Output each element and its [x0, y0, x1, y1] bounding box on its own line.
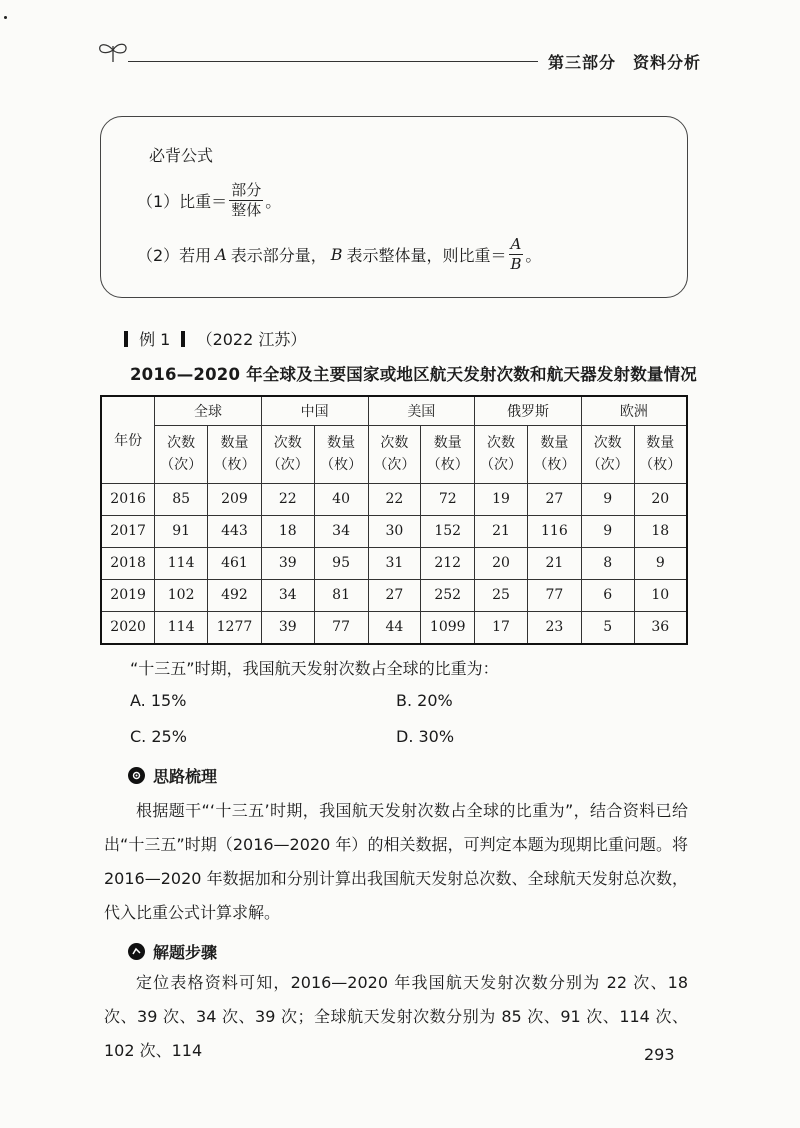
year-header: 年份	[101, 396, 155, 483]
group-header: 俄罗斯	[475, 396, 582, 425]
table-title: 2016—2020 年全球及主要国家或地区航天发射次数和航天器发射数量情况	[130, 365, 697, 384]
table-cell: 8	[581, 547, 634, 579]
table-cell: 21	[527, 547, 581, 579]
table-cell: 39	[261, 547, 314, 579]
data-table	[100, 395, 688, 645]
table-cell: 30	[368, 515, 421, 547]
table-cell: 9	[634, 547, 687, 579]
table-cell: 27	[527, 483, 581, 515]
formula-box	[100, 116, 688, 298]
table-cell: 95	[314, 547, 368, 579]
option-a[interactable]: A. 15%	[130, 691, 187, 710]
formula-2: （2）若用 A 表示部分量， B 表示整体量，则比重＝ $\frac{A}{B}$ 。	[137, 235, 542, 273]
sprout-icon	[96, 36, 130, 66]
table-cell: 34	[314, 515, 368, 547]
table-cell: 116	[527, 515, 581, 547]
analysis-paragraph: 根据题干“‘十三五’时期，我国航天发射次数占全球的比重为”，结合资料已给出“十三五”时期（2016—2020 年）的相关数据，可判定本题为现期比重问题。将 2016—2020 年数据加和分别计算出我国航天发射总次数、全球航天发射总次数，代入比重公式计算求解。	[104, 801, 688, 922]
table-body	[101, 483, 687, 644]
year-cell: 2016	[101, 483, 155, 515]
group-header: 全球	[155, 396, 262, 425]
group-header: 中国	[261, 396, 368, 425]
table-cell: 36	[634, 611, 687, 644]
year-cell: 2019	[101, 579, 155, 611]
table-cell: 114	[155, 547, 208, 579]
bar-left	[124, 331, 128, 347]
table-cell: 9	[581, 515, 634, 547]
table-cell: 209	[208, 483, 262, 515]
table-cell: 40	[314, 483, 368, 515]
table-cell: 6	[581, 579, 634, 611]
example-label: 例 1 （2022 江苏）	[124, 327, 306, 350]
steps-icon	[128, 943, 145, 960]
table-cell: 34	[261, 579, 314, 611]
year-cell: 2018	[101, 547, 155, 579]
table-row	[101, 579, 687, 611]
table-cell: 212	[421, 547, 475, 579]
table-row	[101, 515, 687, 547]
page-number: 293	[644, 1045, 675, 1064]
table-row	[101, 483, 687, 515]
quantity-subheader: 数量 （枚）	[208, 425, 262, 483]
count-subheader: 次数 （次）	[368, 425, 421, 483]
quantity-subheader: 数量 （枚）	[421, 425, 475, 483]
question-text: “十三五”时期，我国航天发射次数占全球的比重为：	[130, 659, 499, 678]
table-cell: 152	[421, 515, 475, 547]
bar-right	[181, 331, 185, 347]
table-cell: 22	[261, 483, 314, 515]
table-cell: 10	[634, 579, 687, 611]
table-cell: 20	[634, 483, 687, 515]
table-cell: 81	[314, 579, 368, 611]
table-cell: 39	[261, 611, 314, 644]
table-cell: 5	[581, 611, 634, 644]
table-cell: 44	[368, 611, 421, 644]
table-cell: 443	[208, 515, 262, 547]
gear-icon	[128, 767, 145, 784]
year-cell: 2020	[101, 611, 155, 644]
table-cell: 72	[421, 483, 475, 515]
table-cell: 17	[475, 611, 528, 644]
table-cell: 20	[475, 547, 528, 579]
table-cell: 21	[475, 515, 528, 547]
scan-dot	[4, 16, 7, 19]
table-cell: 1099	[421, 611, 475, 644]
count-subheader: 次数 （次）	[475, 425, 528, 483]
section-header: 第三部分 资料分析	[548, 53, 702, 72]
group-header: 美国	[368, 396, 475, 425]
option-c[interactable]: C. 25%	[130, 727, 187, 746]
option-b[interactable]: B. 20%	[396, 691, 453, 710]
count-subheader: 次数 （次）	[261, 425, 314, 483]
table-cell: 18	[634, 515, 687, 547]
analysis-heading: 思路梳理	[128, 764, 217, 787]
fraction-1: $\frac{\text{部分}}{\text{整体}}$	[231, 181, 262, 219]
table-cell: 27	[368, 579, 421, 611]
table-cell: 492	[208, 579, 262, 611]
formula-1: （1）比重＝ $\frac{\text{部分}}{\text{整体}}$ 。	[137, 181, 282, 219]
table-cell: 252	[421, 579, 475, 611]
fraction-2: $\frac{A}{B}$	[510, 235, 522, 273]
table-cell: 91	[155, 515, 208, 547]
table-cell: 461	[208, 547, 262, 579]
count-subheader: 次数 （次）	[581, 425, 634, 483]
option-d[interactable]: D. 30%	[396, 727, 455, 746]
table-cell: 77	[314, 611, 368, 644]
table-cell: 22	[368, 483, 421, 515]
table-cell: 9	[581, 483, 634, 515]
table-row	[101, 611, 687, 644]
table-cell: 85	[155, 483, 208, 515]
table-row	[101, 547, 687, 579]
quantity-subheader: 数量 （枚）	[634, 425, 687, 483]
table-cell: 25	[475, 579, 528, 611]
table-cell: 18	[261, 515, 314, 547]
table-cell: 1277	[208, 611, 262, 644]
formula-title: 必背公式	[149, 146, 214, 165]
sub-header-row	[101, 425, 687, 483]
count-subheader: 次数 （次）	[155, 425, 208, 483]
solution-heading: 解题步骤	[128, 940, 217, 963]
header-rule	[128, 61, 538, 62]
year-cell: 2017	[101, 515, 155, 547]
table-cell: 77	[527, 579, 581, 611]
table-cell: 31	[368, 547, 421, 579]
table-cell: 23	[527, 611, 581, 644]
table-cell: 114	[155, 611, 208, 644]
solution-paragraph: 定位表格资料可知，2016—2020 年我国航天发射次数分别为 22 次、18 次、39 次、34 次、39 次；全球航天发射次数分别为 85 次、91 次、114 次、102 次、114	[104, 973, 688, 1060]
group-header: 欧洲	[581, 396, 687, 425]
table-cell: 19	[475, 483, 528, 515]
table-cell: 102	[155, 579, 208, 611]
quantity-subheader: 数量 （枚）	[314, 425, 368, 483]
quantity-subheader: 数量 （枚）	[527, 425, 581, 483]
